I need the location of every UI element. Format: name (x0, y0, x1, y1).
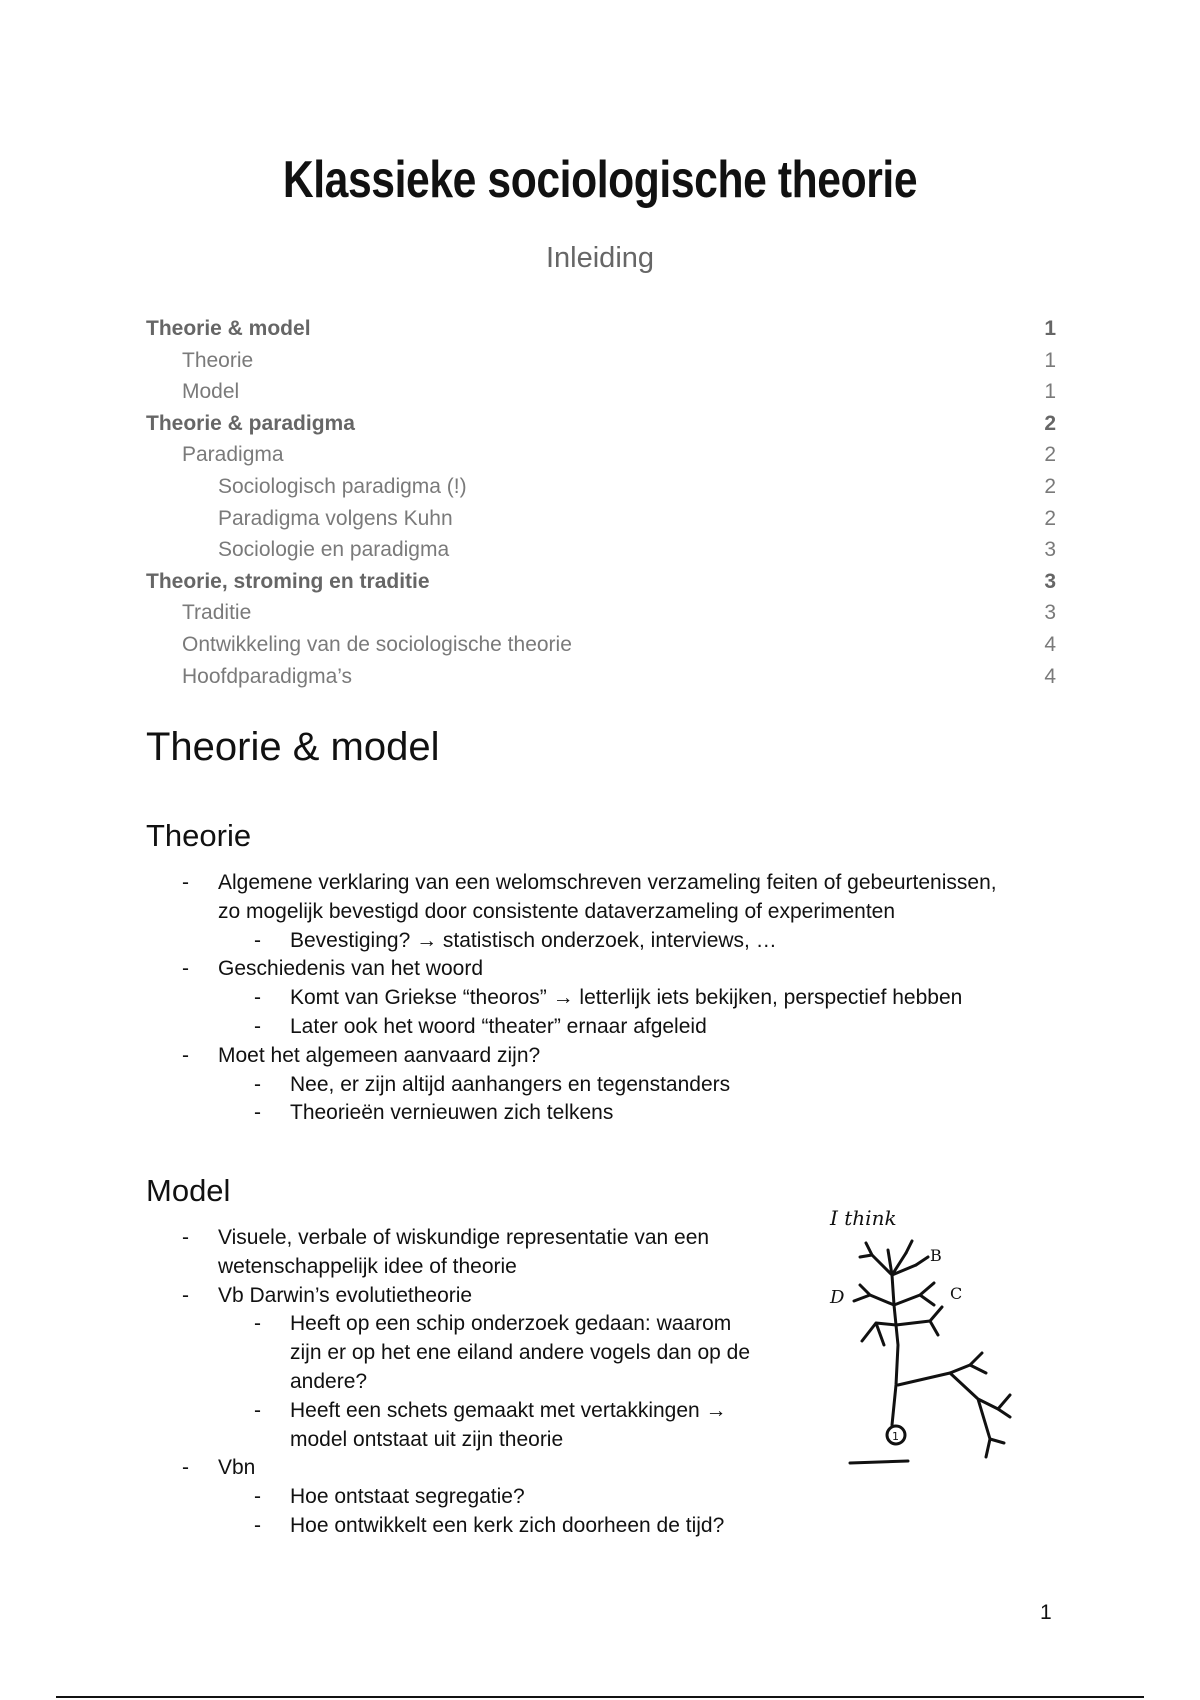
toc-entry[interactable] (146, 313, 1056, 345)
list-item-text: Bevestiging? → statistisch onderzoek, interviews, … (290, 928, 777, 952)
toc-entry-page: 3 (1044, 569, 1056, 593)
list-item (146, 927, 1066, 956)
toc-entry-page: 2 (1044, 411, 1056, 435)
list-item-text: Nee, er zijn altijd aanhangers en tegenstanders (290, 1072, 731, 1096)
document-title: Klassieke sociologische theorie (282, 151, 918, 209)
list-item (146, 1512, 786, 1541)
toc-entry-title: Hoofdparadigma’s (182, 664, 353, 688)
bullet-dash: - (182, 957, 189, 981)
list-item-text: Theorieën vernieuwen zich telkens (290, 1101, 614, 1125)
section-heading-theorie-model: Theorie & model (146, 725, 440, 769)
toc-entry-title: Theorie (182, 348, 254, 372)
toc-entry[interactable] (146, 471, 1056, 503)
bullet-dash: - (182, 1043, 189, 1067)
list-item (146, 1454, 786, 1483)
sketch-label-c: C (950, 1284, 963, 1303)
sketch-label-d: D (830, 1287, 845, 1308)
list-item-text: Hoe ontwikkelt een kerk zich doorheen de tijd? (290, 1513, 725, 1537)
toc-entry-title: Traditie (182, 601, 252, 625)
theorie-bullet-list (146, 869, 1066, 1128)
list-item (146, 869, 1066, 898)
list-item (146, 1013, 1066, 1042)
list-item (146, 1426, 786, 1455)
list-item-text: model ontstaat uit zijn theorie (290, 1427, 564, 1451)
list-item (146, 955, 1066, 984)
bullet-dash: - (254, 928, 261, 952)
footer-divider (56, 1696, 1144, 1698)
bullet-dash: - (182, 1456, 189, 1480)
toc-entry-page: 2 (1044, 443, 1056, 467)
page-number: 1 (1040, 1601, 1052, 1624)
toc-entry[interactable] (146, 629, 1056, 661)
bullet-dash: - (254, 1312, 261, 1336)
list-item (146, 1042, 1066, 1071)
list-item (146, 898, 1066, 927)
list-item-text: wetenschappelijk idee of theorie (218, 1254, 517, 1278)
bullet-dash: - (182, 1226, 189, 1249)
toc-entry-page: 2 (1044, 506, 1056, 530)
toc-entry-title: Model (182, 380, 240, 404)
toc-entry-page: 3 (1044, 538, 1056, 562)
toc-entry[interactable] (146, 439, 1056, 471)
list-item (146, 1397, 786, 1426)
bullet-dash: - (182, 1283, 189, 1307)
document-subtitle: Inleiding (545, 242, 655, 274)
bullet-dash: - (254, 1072, 261, 1096)
table-of-contents (146, 313, 1056, 692)
list-item (146, 1339, 786, 1368)
toc-entry-title: Sociologisch paradigma (!) (218, 474, 467, 498)
list-item-text: Algemene verklaring van een welomschreven verzameling feiten of gebeurtenissen, (218, 871, 997, 894)
list-item-text: zo mogelijk bevestigd door consistente dataverzameling of experimenten (218, 899, 896, 923)
model-bullet-list (146, 1224, 786, 1541)
toc-entry[interactable] (146, 503, 1056, 535)
subsection-heading-model: Model (146, 1173, 231, 1208)
list-item (146, 1483, 786, 1512)
bullet-dash: - (254, 1513, 261, 1537)
toc-entry[interactable] (146, 661, 1056, 693)
toc-entry-title: Sociologie en paradigma (218, 538, 450, 562)
toc-entry[interactable] (146, 376, 1056, 408)
subsection-heading-theorie: Theorie (146, 818, 252, 853)
toc-entry-page: 1 (1044, 380, 1056, 404)
list-item (146, 1282, 786, 1311)
toc-entry[interactable] (146, 566, 1056, 598)
toc-entry-page: 2 (1044, 474, 1056, 498)
list-item-text: Vb Darwin’s evolutietheorie (218, 1283, 473, 1307)
list-item-text: Heeft een schets gemaakt met vertakkingen → (290, 1398, 727, 1422)
list-item-text: Later ook het woord “theater” ernaar afgeleid (290, 1014, 707, 1038)
list-item (146, 1071, 1066, 1100)
list-item-text: Hoe ontstaat segregatie? (290, 1485, 525, 1509)
bullet-dash: - (254, 1014, 261, 1038)
list-item-text: Vbn (218, 1456, 256, 1480)
toc-entry[interactable] (146, 408, 1056, 440)
list-item (146, 1099, 1066, 1128)
list-item (146, 984, 1066, 1013)
bullet-dash: - (254, 1485, 261, 1509)
bullet-dash: - (254, 1101, 261, 1125)
bullet-dash: - (182, 871, 189, 894)
toc-entry-page: 4 (1044, 632, 1056, 656)
list-item (146, 1368, 786, 1397)
toc-entry-title: Paradigma volgens Kuhn (218, 506, 453, 530)
toc-entry[interactable] (146, 345, 1056, 377)
bullet-dash: - (254, 986, 261, 1010)
list-item-text: Moet het algemeen aanvaard zijn? (218, 1043, 541, 1067)
toc-entry-title: Theorie, stroming en traditie (146, 569, 430, 593)
list-item-text: Visuele, verbale of wiskundige representatie van een (218, 1226, 710, 1249)
sketch-label-1: 1 (892, 1430, 899, 1443)
list-item-text: zijn er op het ene eiland andere vogels dan op de (290, 1341, 751, 1365)
toc-entry[interactable] (146, 534, 1056, 566)
toc-entry-page: 3 (1044, 601, 1056, 625)
toc-entry-page: 1 (1044, 348, 1056, 372)
list-item (146, 1224, 786, 1253)
sketch-caption: I think (830, 1206, 897, 1230)
list-item (146, 1310, 786, 1339)
toc-entry-page: 4 (1044, 664, 1056, 688)
list-item-text: Geschiedenis van het woord (218, 957, 483, 981)
toc-entry-title: Theorie & model (146, 317, 311, 340)
list-item-text: andere? (290, 1369, 368, 1393)
sketch-label-b: B (930, 1246, 942, 1265)
list-item-text: Heeft op een schip onderzoek gedaan: waarom (290, 1312, 732, 1336)
toc-entry-title: Ontwikkeling van de sociologische theorie (182, 632, 572, 656)
toc-entry-title: Paradigma (182, 443, 284, 467)
bullet-dash: - (254, 1398, 261, 1422)
toc-entry-title: Theorie & paradigma (146, 411, 355, 435)
toc-entry[interactable] (146, 597, 1056, 629)
list-item (146, 1253, 786, 1282)
darwin-tree-sketch-icon (810, 1195, 1030, 1475)
toc-entry-page: 1 (1044, 317, 1056, 340)
list-item-text: Komt van Griekse “theoros” → letterlijk iets bekijken, perspectief hebben (290, 986, 963, 1010)
